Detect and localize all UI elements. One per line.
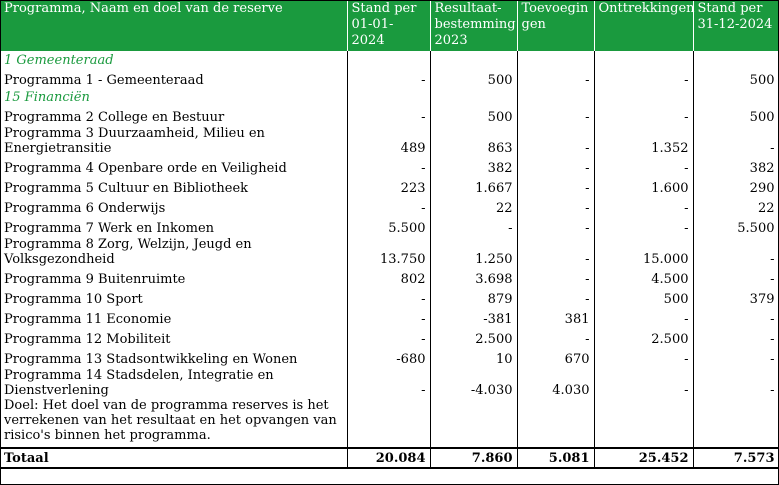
value-cell: - [594, 347, 693, 367]
total-value: 20.084 [347, 448, 430, 468]
table-row [0, 105, 779, 125]
value-cell: - [517, 125, 594, 156]
programma-name: Programma 11 Economie [0, 307, 347, 327]
empty-cell [430, 51, 517, 68]
value-cell: - [693, 327, 779, 347]
value-cell: 22 [430, 196, 517, 216]
empty-cell [517, 51, 594, 68]
header-toevoegingen: Toevoegin gen [517, 0, 594, 51]
value-cell: 500 [430, 105, 517, 125]
value-cell: - [693, 267, 779, 287]
value-cell: - [430, 216, 517, 236]
value-cell: - [347, 307, 430, 327]
value-cell: 4.030 [517, 367, 594, 398]
value-cell: - [347, 367, 430, 398]
table-row [0, 367, 779, 398]
value-cell: 802 [347, 267, 430, 287]
value-cell: -381 [430, 307, 517, 327]
empty-cell [693, 88, 779, 105]
value-cell: -680 [347, 347, 430, 367]
description-row [0, 398, 779, 448]
programma-name: Programma 13 Stadsontwikkeling en Wonen [0, 347, 347, 367]
value-cell: 15.000 [594, 236, 693, 267]
value-cell: 2.500 [430, 327, 517, 347]
header-row [0, 0, 779, 51]
value-cell: 500 [594, 287, 693, 307]
table-row [0, 307, 779, 327]
value-cell: 670 [517, 347, 594, 367]
value-cell: 382 [693, 156, 779, 176]
value-cell: 1.600 [594, 176, 693, 196]
value-cell: - [517, 267, 594, 287]
header-stand-eind: Stand per 31-12-2024 [693, 0, 779, 51]
empty-cell [517, 398, 594, 448]
value-cell: - [594, 156, 693, 176]
value-cell: - [347, 196, 430, 216]
value-cell: - [594, 216, 693, 236]
value-cell: - [517, 176, 594, 196]
table-row [0, 236, 779, 267]
programma-name: Programma 1 - Gemeenteraad [0, 68, 347, 88]
programma-name: Programma 4 Openbare orde en Veiligheid [0, 156, 347, 176]
value-cell: - [517, 196, 594, 216]
value-cell: - [594, 367, 693, 398]
empty-cell [430, 88, 517, 105]
value-cell: 500 [430, 68, 517, 88]
table-row [0, 176, 779, 196]
value-cell: 379 [693, 287, 779, 307]
value-cell: - [693, 307, 779, 327]
empty-cell [347, 88, 430, 105]
empty-cell [693, 51, 779, 68]
value-cell: 13.750 [347, 236, 430, 267]
value-cell: - [517, 216, 594, 236]
value-cell: 1.667 [430, 176, 517, 196]
programma-name: Programma 8 Zorg, Welzijn, Jeugd en Volksgezondheid [0, 236, 347, 267]
table-row [0, 216, 779, 236]
value-cell: 4.500 [594, 267, 693, 287]
section-row [0, 88, 779, 105]
value-cell: - [693, 367, 779, 398]
value-cell: - [347, 327, 430, 347]
value-cell: - [347, 105, 430, 125]
value-cell: - [693, 125, 779, 156]
table-row [0, 125, 779, 156]
value-cell: - [594, 307, 693, 327]
total-value: 7.860 [430, 448, 517, 468]
header-onttrekkingen: Onttrekkingen [594, 0, 693, 51]
value-cell: - [594, 196, 693, 216]
section-label: 1 Gemeenteraad [0, 51, 347, 68]
value-cell: 500 [693, 68, 779, 88]
value-cell: - [517, 156, 594, 176]
empty-cell [347, 398, 430, 448]
value-cell: 10 [430, 347, 517, 367]
table-row [0, 267, 779, 287]
empty-cell [517, 88, 594, 105]
value-cell: 22 [693, 196, 779, 216]
header-resultaatbestemming: Resultaat- bestemming 2023 [430, 0, 517, 51]
table-row [0, 327, 779, 347]
table-row [0, 347, 779, 367]
total-value: 7.573 [693, 448, 779, 468]
value-cell: 863 [430, 125, 517, 156]
value-cell: 5.500 [693, 216, 779, 236]
empty-cell [347, 51, 430, 68]
header-stand-begin: Stand per 01-01-2024 [347, 0, 430, 51]
table-row [0, 196, 779, 216]
value-cell: - [594, 68, 693, 88]
table-row [0, 156, 779, 176]
value-cell: - [517, 327, 594, 347]
empty-cell [430, 398, 517, 448]
table-row [0, 68, 779, 88]
value-cell: - [594, 105, 693, 125]
programma-name: Programma 6 Onderwijs [0, 196, 347, 216]
value-cell: - [517, 287, 594, 307]
programma-name: Programma 3 Duurzaamheid, Milieu en Energietransitie [0, 125, 347, 156]
section-label: 15 Financiën [0, 88, 347, 105]
value-cell: 489 [347, 125, 430, 156]
table-row [0, 287, 779, 307]
empty-cell [594, 398, 693, 448]
value-cell: - [517, 105, 594, 125]
programma-name: Programma 5 Cultuur en Bibliotheek [0, 176, 347, 196]
empty-cell [693, 398, 779, 448]
value-cell: 1.250 [430, 236, 517, 267]
value-cell: - [693, 347, 779, 367]
programma-name: Programma 12 Mobiliteit [0, 327, 347, 347]
empty-cell [594, 88, 693, 105]
value-cell: - [347, 68, 430, 88]
value-cell: 223 [347, 176, 430, 196]
value-cell: 2.500 [594, 327, 693, 347]
total-label: Totaal [0, 448, 347, 468]
value-cell: - [693, 236, 779, 267]
value-cell: 5.500 [347, 216, 430, 236]
value-cell: 3.698 [430, 267, 517, 287]
value-cell: 879 [430, 287, 517, 307]
header-programma: Programma, Naam en doel van de reserve [0, 0, 347, 51]
value-cell: - [347, 287, 430, 307]
description-text: Doel: Het doel van de programma reserves is het verrekenen van het resultaat en het opvangen van risico's binnen het programma. [0, 398, 347, 448]
value-cell: - [517, 236, 594, 267]
programma-name: Programma 9 Buitenruimte [0, 267, 347, 287]
value-cell: 1.352 [594, 125, 693, 156]
value-cell: 382 [430, 156, 517, 176]
programma-name: Programma 7 Werk en Inkomen [0, 216, 347, 236]
programma-name: Programma 2 College en Bestuur [0, 105, 347, 125]
value-cell: 381 [517, 307, 594, 327]
total-row [0, 448, 779, 468]
total-value: 5.081 [517, 448, 594, 468]
empty-cell [594, 51, 693, 68]
value-cell: - [347, 156, 430, 176]
table-body [0, 51, 779, 468]
value-cell: 500 [693, 105, 779, 125]
value-cell: - [517, 68, 594, 88]
value-cell: 290 [693, 176, 779, 196]
programma-name: Programma 14 Stadsdelen, Integratie en Dienstverlening [0, 367, 347, 398]
value-cell: -4.030 [430, 367, 517, 398]
section-row [0, 51, 779, 68]
total-value: 25.452 [594, 448, 693, 468]
programma-name: Programma 10 Sport [0, 287, 347, 307]
